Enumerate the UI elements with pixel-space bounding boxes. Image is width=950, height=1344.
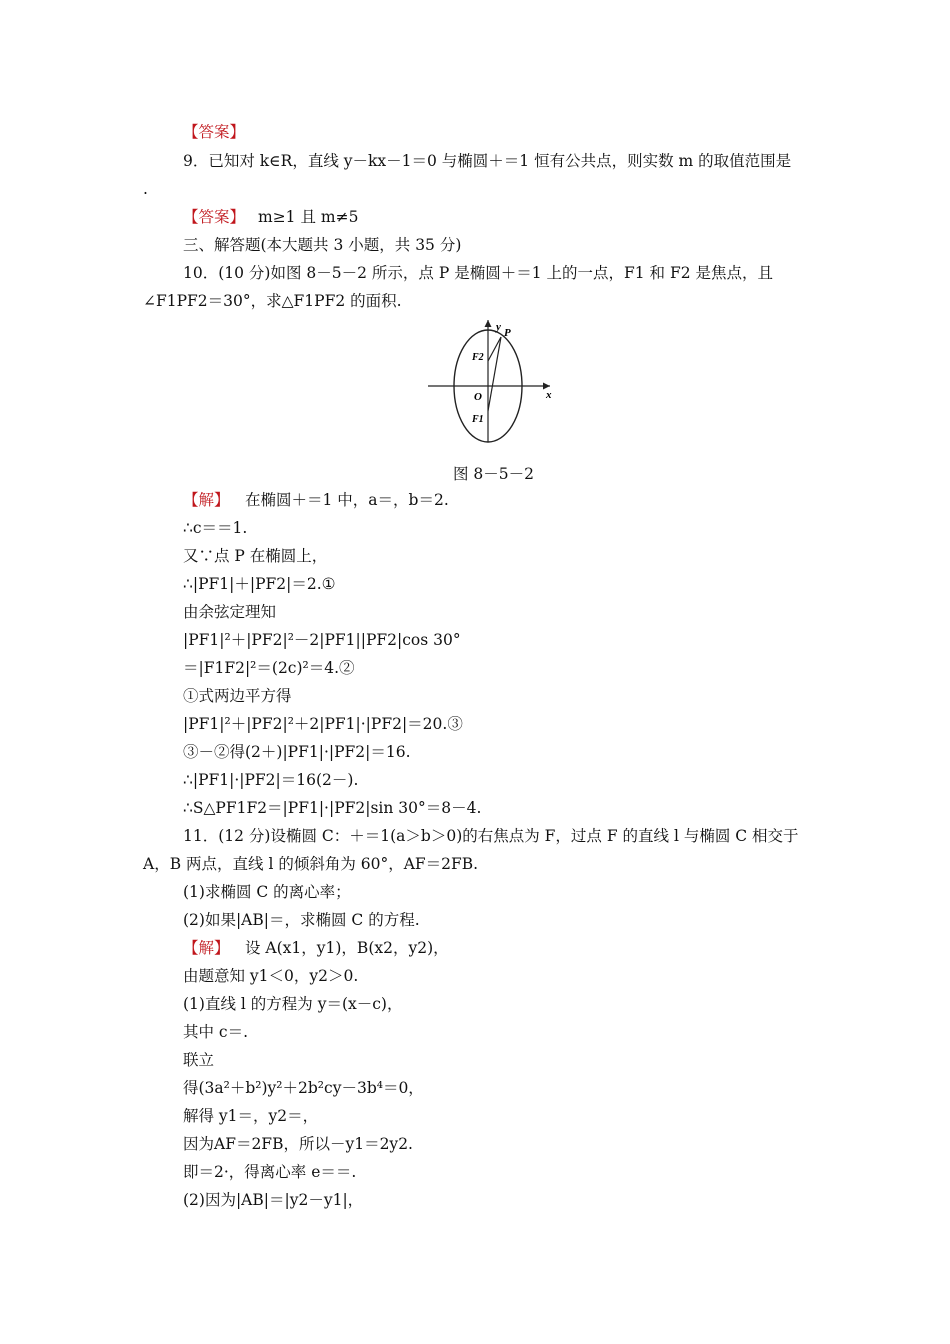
solution-11-step-5: 联立 [183,1051,215,1069]
solution-10-step-1: 在椭圆＋＝1 中，a＝，b＝2. [245,491,449,509]
question-11-line2: A，B 两点，直线 l 的倾斜角为 60°，AF＝2FB. [143,855,479,873]
question-10-line2: ∠F1PF2＝30°，求△F1PF2 的面积. [143,292,402,310]
solution-11-step-4: 其中 c＝. [183,1023,249,1041]
solution-10-step-3: 又∵点 P 在椭圆上， [183,547,328,565]
answer-label-2: 【答案】 [183,208,246,226]
axis-y-label: y [496,321,501,333]
figure-caption: 图 8－5－2 [453,465,535,483]
solution-10-step-5: 由余弦定理知 [183,603,277,621]
section-title: 三、解答题(本大题共 3 小题，共 35 分) [183,236,462,254]
solution-11-step-10: (2)因为|AB|＝|y2－y1|， [183,1191,364,1209]
ellipse-figure [424,316,554,446]
question-11-part1: (1)求椭圆 C 的离心率； [183,883,351,901]
solution-label-10: 【解】 [183,491,230,509]
solution-10-step-4: ∴|PF1|＋|PF2|＝2.① [183,575,336,593]
answer-label-1: 【答案】 [183,123,246,141]
question-9-blank: . [143,180,148,198]
solution-10-step-7: ＝|F1F2|²＝(2c)²＝4.② [183,659,355,677]
question-10-line1: 10．(10 分)如图 8－5－2 所示，点 P 是椭圆＋＝1 上的一点，F1 和 F2 是焦点，且 [183,264,773,282]
solution-10-step-2: ∴c＝＝1. [183,519,248,537]
focus-f1-label: F1 [472,414,484,425]
point-p-label: P [504,327,511,339]
solution-10-step-12: ∴S△PF1F2＝|PF1|·|PF2|sin 30°＝8－4. [183,799,482,817]
solution-10-step-9: |PF1|²＋|PF2|²＋2|PF1|·|PF2|＝20.③ [183,715,463,733]
focus-f2-label: F2 [472,352,484,363]
answer-9: m≥1 且 m≠5 [258,208,359,226]
solution-10-step-8: ①式两边平方得 [183,687,292,705]
solution-10-step-10: ③－②得(2＋)|PF1|·|PF2|＝16. [183,743,411,761]
question-11-part2: (2)如果|AB|＝，求椭圆 C 的方程. [183,911,420,929]
solution-10-step-11: ∴|PF1|·|PF2|＝16(2－). [183,771,359,789]
solution-11-step-1: 设 A(x1，y1)，B(x2，y2)， [245,939,449,957]
question-9: 9．已知对 k∈R，直线 y－kx－1＝0 与椭圆＋＝1 恒有公共点，则实数 m 的取值范围是 [183,152,792,170]
question-11-line1: 11．(12 分)设椭圆 C：＋＝1(a＞b＞0)的右焦点为 F，过点 F 的直线 l 与椭圆 C 相交于 [183,827,799,845]
solution-label-11: 【解】 [183,939,230,957]
solution-10-step-6: |PF1|²＋|PF2|²－2|PF1||PF2|cos 30° [183,631,461,649]
solution-11-step-2: 由题意知 y1＜0，y2＞0. [183,967,359,985]
origin-label: O [474,391,482,403]
solution-11-step-7: 解得 y1＝，y2＝， [183,1107,319,1125]
solution-11-step-8: 因为AF＝2FB，所以－y1＝2y2. [183,1135,413,1153]
solution-11-step-9: 即＝2·，得离心率 e＝＝. [183,1163,357,1181]
solution-11-step-3: (1)直线 l 的方程为 y＝(x－c)， [183,995,403,1013]
solution-11-step-6: 得(3a²＋b²)y²＋2b²cy－3b⁴＝0， [183,1079,424,1097]
axis-x-label: x [546,389,552,401]
